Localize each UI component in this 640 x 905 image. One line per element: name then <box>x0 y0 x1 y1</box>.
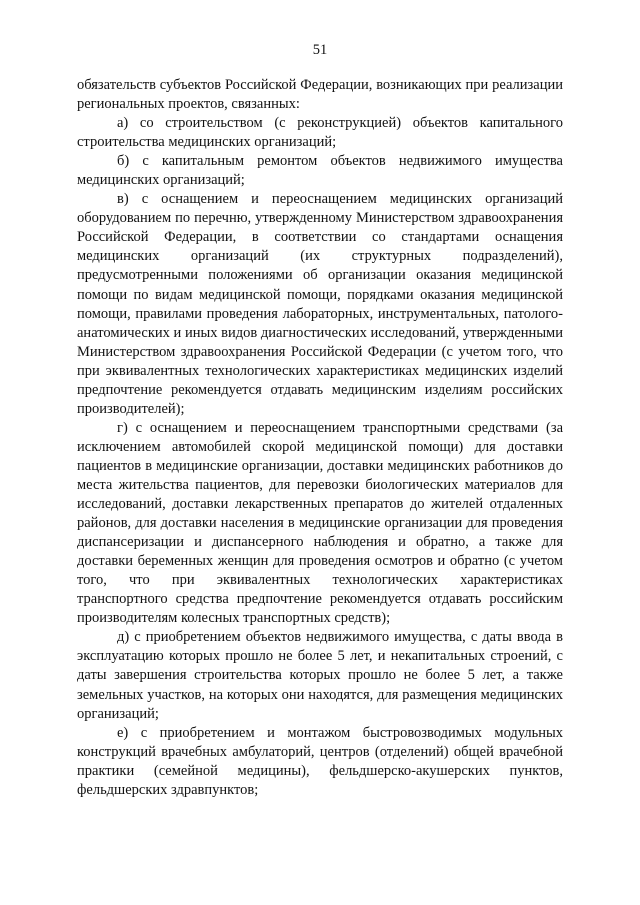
paragraph-item-d: д) с приобретением объектов недвижимого имущества, с даты ввода в эксплуатацию которых прошло не более 5 лет, и некапитальных строений, с даты завершения строительства которых прошло не более 5 лет, а также земельных участков, на которых они находятся, для размещения медицинских организаций; <box>77 629 563 722</box>
paragraph-item-e: е) с приобретением и монтажом быстровозводимых модульных конструкций врачебных амбулаторий, центров (отделений) общей врачебной практики (семейной медицины), фельдшерско-акушерских пунктов, фельдшерских здравпунктов; <box>77 724 563 798</box>
body-text <box>77 76 563 800</box>
paragraph-item-a: а) со строительством (с реконструкцией) объектов капитального строительства медицинских организаций; <box>77 115 563 151</box>
page-number: 51 <box>312 42 328 58</box>
paragraph-item-v: в) с оснащением и переоснащением медицинских организаций оборудованием по перечню, утвержденному Министерством здравоохранения Российской Федерации, в соответствии со стандартами оснащения медицинских организаций (их структурных подразделений), предусмотренными положениями об организации оказания медицинской помощи по видам медицинской помощи, порядками оказания медицинской помощи, правилами проведения лабораторных, инструментальных, патолого-анатомических и иных видов диагностических исследований, утвержденными Министерством здравоохранения Российской Федерации (с учетом того, что при эквивалентных технологических характеристиках медицинских изделий предпочтение рекомендуется отдавать медицинским изделиям российских производителей); <box>77 191 563 417</box>
paragraph-item-b: б) с капитальным ремонтом объектов недвижимого имущества медицинских организаций; <box>77 153 563 189</box>
paragraph-item-g: г) с оснащением и переоснащением транспортными средствами (за исключением автомобилей скорой медицинской помощи) для доставки пациентов в медицинские организации, доставки медицинских работников до места жительства пациентов, для перевозки биологических материалов для исследований, доставки лекарственных препаратов до жителей отдаленных районов, для доставки населения в медицинские организации для проведения диспансеризации и диспансерного наблюдения и обратно, а также для доставки беременных женщин для проведения осмотров и обратно (с учетом того, что при эквивалентных технологических характеристиках транспортного средства предпочтение рекомендуется отдавать российским производителям колесных транспортных средств); <box>77 419 563 627</box>
paragraph-intro: обязательств субъектов Российской Федерации, возникающих при реализации региональных проектов, связанных: <box>77 77 563 113</box>
